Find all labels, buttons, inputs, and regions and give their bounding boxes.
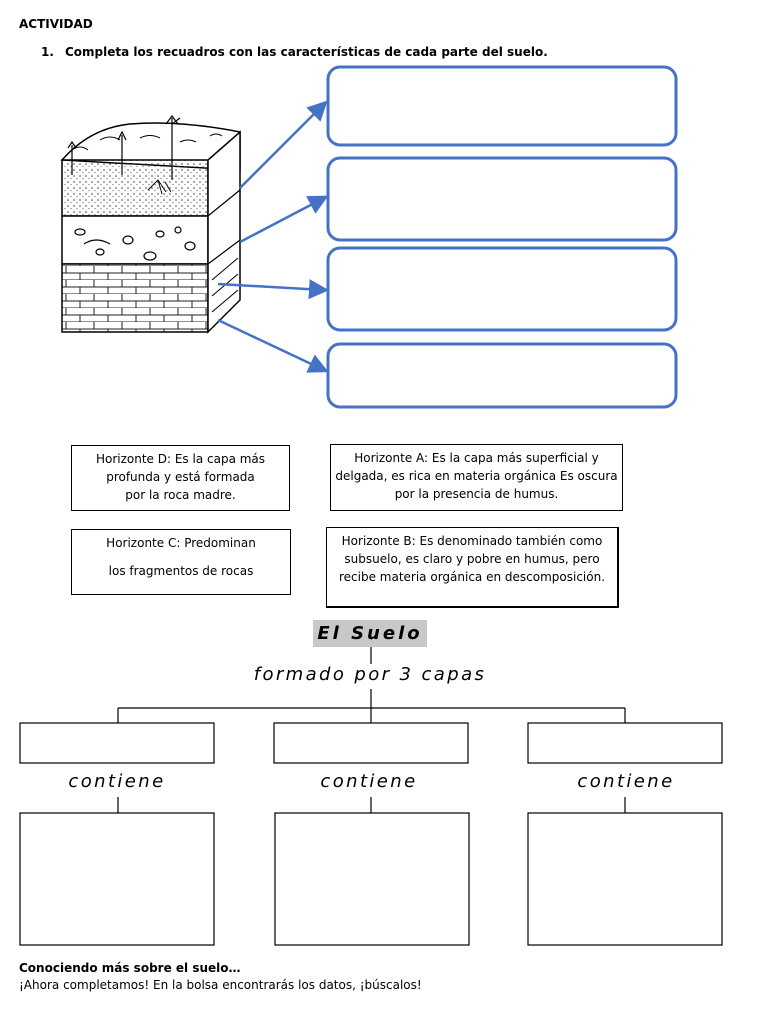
layer-box-3[interactable] <box>528 723 722 763</box>
arrow-2 <box>240 198 324 242</box>
arrow-4 <box>218 320 324 370</box>
horizon-d-box <box>71 445 290 511</box>
footer-text: ¡Ahora completamos! En la bolsa encontrarás los datos, ¡búscalos! <box>19 978 422 992</box>
horizon-b-line: Horizonte B: Es denominado también como <box>341 534 603 548</box>
answer-box-3[interactable] <box>328 248 676 330</box>
soil-layers-illustration-icon <box>62 116 240 332</box>
layer-box-2[interactable] <box>274 723 468 763</box>
answer-box-2[interactable] <box>328 158 676 240</box>
horizon-b-line: recibe materia orgánica en descomposición. <box>338 570 606 584</box>
instruction-number: 1. <box>41 45 54 59</box>
horizon-a-line: Horizonte A: Es la capa más superficial y <box>354 451 599 465</box>
horizon-a-line: delgada, es rica en materia orgánica Es oscura <box>335 469 618 483</box>
horizon-d-line: profunda y está formada <box>106 470 255 484</box>
link-word-contiene: contiene <box>68 771 166 792</box>
horizon-b-line: subsuelo, es claro y pobre en humus, pero <box>344 552 600 566</box>
concept-map-subtitle: formado por 3 capas <box>253 664 487 685</box>
layer-box-1[interactable] <box>20 723 214 763</box>
answer-box-1[interactable] <box>328 67 676 145</box>
content-box-3[interactable] <box>528 813 722 945</box>
arrow-1 <box>240 104 324 188</box>
horizon-a-box <box>330 444 623 511</box>
horizon-c-line: Horizonte C: Predominan <box>106 536 256 550</box>
horizon-d-line: Horizonte D: Es la capa más <box>95 452 266 466</box>
horizon-c-box <box>71 529 291 595</box>
horizon-a-line: por la presencia de humus. <box>394 487 559 501</box>
link-word-contiene: contiene <box>320 771 418 792</box>
concept-map-title: El Suelo <box>313 620 427 647</box>
content-box-1[interactable] <box>20 813 214 945</box>
instruction-text: Completa los recuadros con las características de cada parte del suelo. <box>65 45 548 59</box>
link-word-contiene: contiene <box>577 771 675 792</box>
footer-heading: Conociendo más sobre el suelo… <box>19 961 241 975</box>
horizon-c-line: los fragmentos de rocas <box>108 564 254 578</box>
horizon-d-line: por la roca madre. <box>125 488 236 502</box>
content-box-2[interactable] <box>275 813 469 945</box>
activity-title: ACTIVIDAD <box>19 17 93 31</box>
answer-box-4[interactable] <box>328 344 676 407</box>
horizon-b-box <box>326 527 619 608</box>
